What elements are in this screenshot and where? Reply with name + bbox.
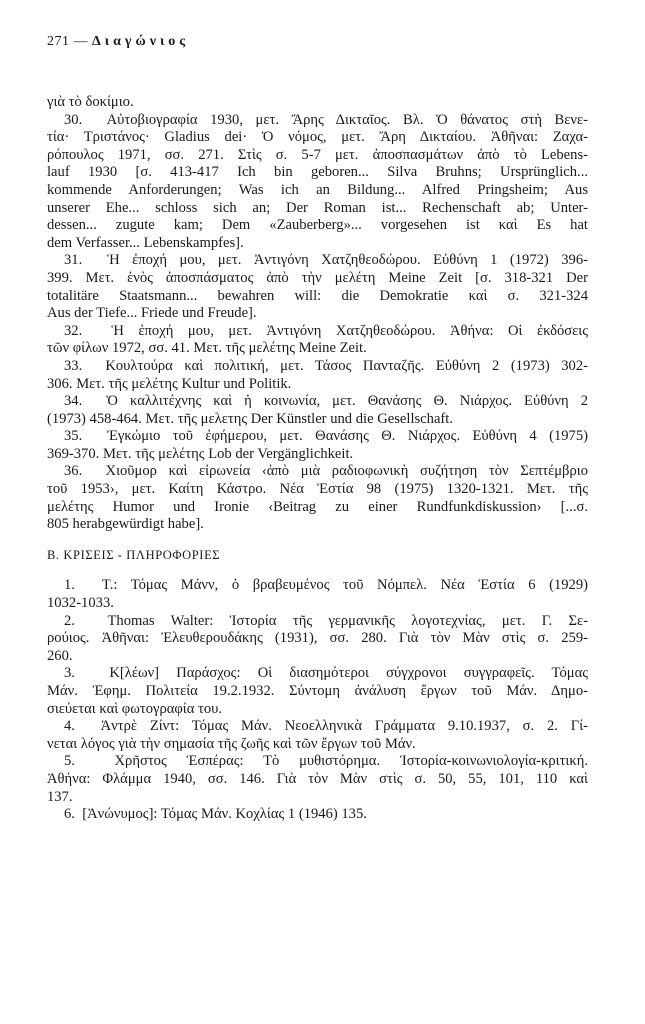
bibliography-entry: [47, 753, 588, 806]
entry-line: [47, 516, 588, 534]
entry-line: [47, 789, 588, 807]
section-heading: Β. ΚΡΙΣΕΙΣ - ΠΛΗΡΟΦΟΡΙΕΣ: [47, 547, 221, 562]
entry-number: 1.: [64, 577, 75, 594]
entry-number: 2.: [64, 612, 75, 629]
entry-text: νεται λόγος γιὰ τὴν σημασία τῆς ζωῆς καὶ τῶν ἔργων τοῦ Μάν.: [47, 735, 416, 752]
entry-text: 805 herabgewürdigt habe].: [47, 516, 204, 533]
bibliography-entry: [47, 112, 588, 253]
entry-text: totalitäre Staatsmann... bewahren will: die Demokratie καὶ σ. 321-324: [47, 287, 588, 304]
entry-line: [47, 411, 588, 429]
entry-number: 33.: [64, 357, 83, 374]
entry-first-line: [47, 112, 588, 130]
entry-line: [47, 217, 588, 235]
entry-text: 399. Μετ. ἑνὸς ἀποσπάσματος ἀπὸ τὴν μελέτη Meine Zeit [σ. 318-321 Der: [47, 269, 588, 286]
entry-text: Ὁ καλλιτέχνης καὶ ἡ κοινωνία, μετ. Θανάσης Θ. Νιάρχος. Εὐθύνη 2: [106, 393, 588, 410]
bibliography-entry: [47, 577, 588, 612]
bibliography-entry: [47, 718, 588, 753]
entry-text: Κ[λέων] Παράσχος: Οἱ διασημότεροι σύγχρονοι συγγραφεῖς. Τόμας: [109, 665, 588, 682]
bibliography-entry: [47, 806, 588, 824]
entry-first-line: [47, 393, 588, 411]
entry-line: [47, 376, 588, 394]
entry-line: [47, 630, 588, 648]
entry-text: dem Verfasser... Lebenskampfes].: [47, 234, 244, 251]
entry-text: μελέτης Humor und Ironie ‹Beitrag zu einer Rundfunkdiskussion› [...σ.: [47, 498, 588, 515]
entry-line: [47, 683, 588, 701]
entry-text: Αὐτοβιογραφία 1930, μετ. Ἄρης Δικταῖος. Βλ. Ὁ θάνατος στὴ Βενε-: [106, 111, 588, 128]
entry-text: τῶν φίλων 1972, σσ. 41. Μετ. τῆς μελέτης Meine Zeit.: [47, 340, 367, 357]
bibliography-entry: [47, 665, 588, 718]
entry-line: [47, 771, 588, 789]
entry-first-line: [47, 577, 588, 595]
entry-text: Aus der Tiefe... Friede und Freude].: [47, 305, 257, 322]
entry-line: [47, 446, 588, 464]
entry-text: lauf 1930 [σ. 413-417 Ich bin geboren... Silva Bruhns; Ursprünglich...: [47, 164, 588, 181]
entry-line: [47, 648, 588, 666]
entry-text: Thomas Walter: Ἱστορία τῆς γερμανικῆς λογοτεχνίας, μετ. Γ. Σε-: [107, 612, 588, 629]
entry-line: [47, 147, 588, 165]
entry-first-line: [47, 358, 588, 376]
entry-line: [47, 270, 588, 288]
entry-text: Ἀθήνα: Φλάμμα 1940, σσ. 146. Γιὰ τὸν Μὰν στὶς σ. 50, 55, 101, 110 καὶ: [47, 770, 588, 787]
entry-text: 137.: [47, 788, 73, 805]
entry-number: 6.: [64, 806, 75, 823]
entry-text: Μάν. Ἐφημ. Πολιτεία 19.2.1932. Σύντομη ἀνάλυση ἔργων τοῦ Μάν. Δημο-: [47, 683, 588, 699]
bibliography-entry: [47, 252, 588, 322]
entry-text: Τ.: Τόμας Μάνν, ὁ βραβευμένος τοῦ Νόμπελ. Νέα Ἑστία 6 (1929): [101, 577, 588, 594]
bibliography-entry: [47, 323, 588, 358]
entry-line: [47, 129, 588, 147]
entry-text: τία· Τριστάνος· Gladius dei· Ὁ νόμος, μετ. Ἄρη Δικταίου. Ἀθῆναι: Ζαχα-: [47, 129, 588, 146]
running-head-title: Διαγώνιος: [92, 34, 190, 49]
entry-number: 31.: [64, 252, 83, 269]
entry-first-line: [47, 806, 588, 824]
entry-number: 4.: [64, 718, 75, 735]
entry-first-line: [47, 753, 588, 771]
entry-text: kommende Anforderungen; Was ich an Bildung... Alfred Pringsheim; Aus: [47, 181, 588, 198]
running-head: [47, 34, 189, 50]
entry-text: [Ἀνώνυμος]: Τόμας Μάν. Κοχλίας 1 (1946) 135.: [82, 806, 367, 823]
entry-line: [47, 595, 588, 613]
entry-line: [47, 200, 588, 218]
entry-text: ρόπουλος 1971, σσ. 271. Στὶς σ. 5-7 μετ. ἀποσπασμάτων ἀπὸ τὸ Lebens-: [47, 146, 588, 163]
bibliography-entry: [47, 358, 588, 393]
entry-number: 35.: [64, 428, 83, 445]
entry-text: 306. Μετ. τῆς μελέτης Kultur und Politik.: [47, 375, 292, 392]
entry-line: [47, 499, 588, 517]
translations-list: [47, 112, 588, 534]
entry-line: [47, 481, 588, 499]
entry-line: [47, 288, 588, 306]
entry-first-line: [47, 323, 588, 341]
entry-number: 36.: [64, 463, 83, 480]
bibliography-entry: [47, 393, 588, 428]
entry-number: 3.: [64, 665, 75, 682]
entry-line: [47, 305, 588, 323]
entry-line: [47, 182, 588, 200]
entry-text: Χρῆστος Ἑσπέρας: Τὸ μυθιστόρημα. Ἱστορία-κοινωνιολογία-κριτική.: [114, 753, 588, 770]
carryover-line: γιὰ τὸ δοκίμιο.: [47, 94, 134, 110]
entry-first-line: [47, 428, 588, 446]
entry-first-line: [47, 718, 588, 736]
entry-text: 260.: [47, 647, 73, 664]
entry-number: 32.: [64, 322, 83, 339]
entry-text: 369-370. Μετ. τῆς μελέτης Lob der Vergänglichkeit.: [47, 445, 354, 462]
reviews-list: [47, 577, 588, 823]
running-head-dash: —: [73, 34, 88, 49]
entry-line: [47, 235, 588, 253]
entry-text: Ἐγκώμιο τοῦ ἐφήμερου, μετ. Θανάσης Θ. Νιάρχος. Εὐθύνη 4 (1975): [107, 428, 588, 445]
entry-first-line: [47, 613, 588, 631]
entry-first-line: [47, 463, 588, 481]
entry-text: τοῦ 1953›, μετ. Καίτη Κάστρο. Νέα Ἑστία 98 (1975) 1320-1321. Μετ. τῆς: [47, 481, 588, 498]
entry-text: Ἡ ἐποχή μου, μετ. Ἀντιγόνη Χατζηθεοδώρου. Εὐθύνη 1 (1972) 396-: [107, 252, 588, 269]
page-number: 271: [47, 34, 70, 49]
entry-number: 5.: [64, 753, 75, 770]
bibliography-entry: [47, 463, 588, 533]
entry-first-line: [47, 665, 588, 683]
entry-line: [47, 340, 588, 358]
entry-text: dessen... zugute kam; Dem «Zauberberg»... vorgesehen ist καὶ Es hat: [47, 217, 588, 234]
entry-text: σιεύεται καὶ φωτογραφία του.: [47, 700, 223, 717]
entry-text: ρούιος. Ἀθῆναι: Ἐλευθερουδάκης (1931), σσ. 280. Γιὰ τὸν Μὰν στὶς σ. 259-: [47, 630, 588, 647]
entry-text: Ἀντρὲ Ζίντ: Τόμας Μάν. Νεοελληνικὰ Γράμματα 9.10.1937, σ. 2. Γί-: [100, 718, 588, 735]
entry-first-line: [47, 252, 588, 270]
entry-text: Κουλτούρα καὶ πολιτική, μετ. Τάσος Πανταζῆς. Εὐθύνη 2 (1973) 302-: [105, 357, 588, 374]
entry-line: [47, 736, 588, 754]
entry-line: [47, 164, 588, 182]
bibliography-entry: [47, 428, 588, 463]
entry-number: 34.: [64, 393, 83, 410]
entry-text: (1973) 458-464. Μετ. τῆς μελετης Der Künstler und die Gesellschaft.: [47, 410, 453, 427]
bibliography-text: [47, 94, 588, 824]
entry-number: 30.: [64, 111, 83, 128]
entry-text: Χιοῦμορ καὶ εἰρωνεία ‹ἀπὸ μιὰ ραδιοφωνικὴ συζήτηση τὸν Σεπτέμβριο: [105, 463, 588, 480]
entry-text: 1032-1033.: [47, 595, 114, 612]
bibliography-entry: [47, 613, 588, 666]
entry-text: Ἡ ἐποχή μου, μετ. Ἀντιγόνη Χατζηθεοδώρου. Ἀθήνα: Οἱ ἐκδόσεις: [111, 322, 588, 339]
entry-text: unserer Ehe... schloss sich an; Der Roman ist... Rechenschaft ab; Unter-: [47, 199, 588, 216]
entry-line: [47, 701, 588, 719]
